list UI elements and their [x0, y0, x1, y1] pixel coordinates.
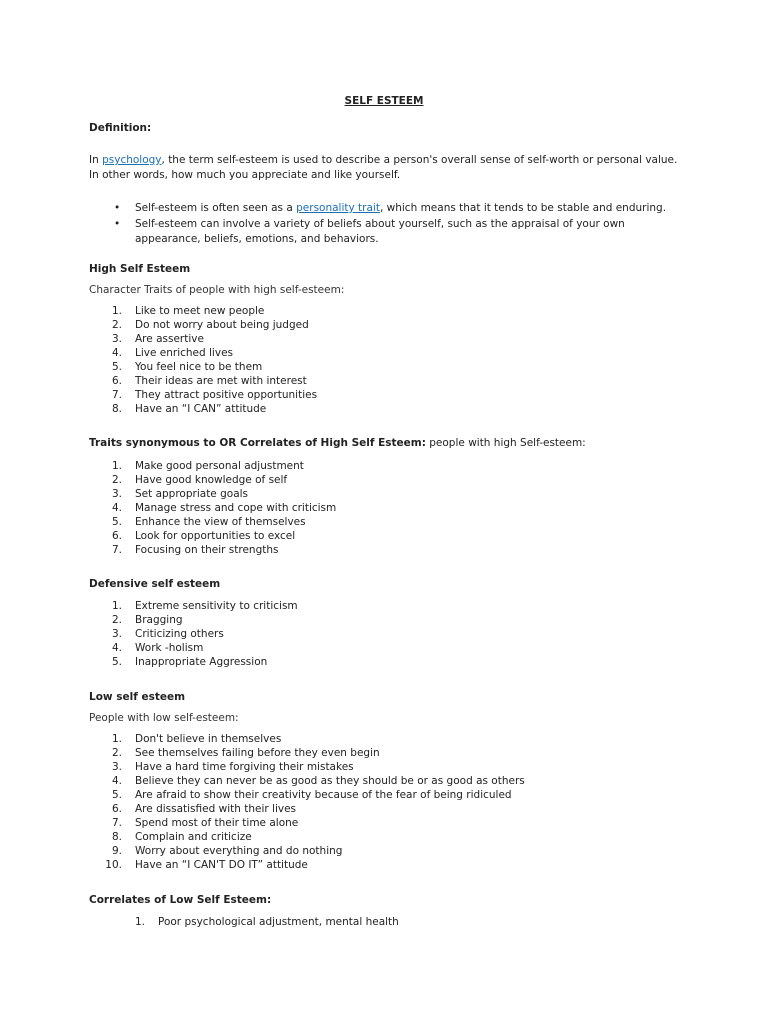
list-item-text: Focusing on their strengths — [135, 544, 279, 556]
list-item-text: See themselves failing before they even begin — [135, 747, 380, 759]
list-item — [89, 746, 689, 760]
list-item — [89, 332, 689, 346]
list-item-text: Have an “I CAN” attitude — [135, 403, 267, 415]
list-item-text: Are afraid to show their creativity because of the fear of being ridiculed — [135, 789, 512, 801]
list-item — [89, 501, 689, 515]
list-item — [89, 402, 689, 416]
list-number: 5. — [111, 516, 122, 528]
list-item — [89, 346, 689, 360]
list-item — [89, 318, 689, 332]
list-item-text: Have an “I CAN'T DO IT” attitude — [135, 859, 308, 871]
correlates-high-heading-bold: Traits synonymous to OR Correlates of High Self Esteem: — [89, 437, 426, 449]
list-item — [89, 201, 669, 216]
list-item-text: Live enriched lives — [135, 347, 233, 359]
bullet-text: Self-esteem is often seen as a — [135, 202, 297, 214]
list-item — [89, 760, 689, 774]
high-list — [89, 304, 689, 416]
list-item-text: Are assertive — [135, 333, 204, 345]
list-number: 3. — [111, 761, 122, 773]
list-item — [89, 732, 689, 746]
list-number: 7. — [111, 389, 122, 401]
list-item — [89, 844, 689, 858]
defensive-list — [89, 599, 689, 669]
high-heading: High Self Esteem — [89, 263, 191, 275]
list-item-text: Enhance the view of themselves — [135, 516, 306, 528]
low-heading: Low self esteem — [89, 691, 186, 703]
definition-bullets — [89, 201, 669, 248]
list-item — [89, 816, 689, 830]
list-number: 8. — [111, 831, 122, 843]
document-title: SELF ESTEEM — [344, 95, 424, 107]
list-item-text: Have a hard time forgiving their mistakes — [135, 761, 354, 773]
list-number: 8. — [111, 403, 122, 415]
list-number: 1. — [111, 600, 122, 612]
list-item — [89, 774, 689, 788]
list-number: 4. — [111, 347, 122, 359]
bullet-icon: • — [114, 218, 121, 230]
list-number: 4. — [111, 775, 122, 787]
correlates-low-list — [112, 915, 712, 929]
list-item — [112, 915, 712, 929]
list-number: 6. — [111, 375, 122, 387]
list-number: 2. — [111, 319, 122, 331]
list-number: 6. — [111, 530, 122, 542]
correlates-low-heading: Correlates of Low Self Esteem: — [89, 894, 272, 906]
list-number: 5. — [111, 361, 122, 373]
list-item — [89, 515, 689, 529]
personality-trait-link[interactable]: personality trait — [296, 202, 380, 214]
list-number: 5. — [111, 789, 122, 801]
list-item — [89, 802, 689, 816]
list-item-text: Worry about everything and do nothing — [135, 845, 343, 857]
correlates-high-heading — [89, 437, 586, 449]
list-number: 4. — [111, 642, 122, 654]
list-item — [89, 641, 689, 655]
list-item-text: Work -holism — [135, 642, 204, 654]
list-item-text: Believe they can never be as good as they should be or as good as others — [135, 775, 525, 787]
list-item — [89, 473, 689, 487]
list-item — [89, 217, 669, 247]
list-number: 9. — [111, 845, 122, 857]
list-item — [89, 599, 689, 613]
list-number: 2. — [111, 614, 122, 626]
list-item-text: Spend most of their time alone — [135, 817, 299, 829]
list-item — [89, 374, 689, 388]
list-item-text: You feel nice to be them — [135, 361, 263, 373]
list-item-text: Their ideas are met with interest — [135, 375, 307, 387]
list-item-text: Don't believe in themselves — [135, 733, 282, 745]
list-item-text: Have good knowledge of self — [135, 474, 288, 486]
list-item-text: Like to meet new people — [135, 305, 265, 317]
list-number: 2. — [111, 474, 122, 486]
list-number: 3. — [111, 488, 122, 500]
list-item-text: Make good personal adjustment — [135, 460, 304, 472]
list-number: 1. — [134, 916, 145, 928]
list-item-text: They attract positive opportunities — [135, 389, 318, 401]
list-item-text: Set appropriate goals — [135, 488, 249, 500]
list-item — [89, 459, 689, 473]
high-intro: Character Traits of people with high self-esteem: — [89, 284, 345, 296]
list-number: 2. — [111, 747, 122, 759]
list-number: 3. — [111, 333, 122, 345]
list-item-text: Criticizing others — [135, 628, 224, 640]
list-item — [89, 360, 689, 374]
bullet-icon: • — [114, 202, 121, 214]
list-item-text: Inappropriate Aggression — [135, 656, 268, 668]
list-number: 1. — [111, 305, 122, 317]
list-item-text: Complain and criticize — [135, 831, 252, 843]
list-number: 3. — [111, 628, 122, 640]
list-item — [89, 830, 689, 844]
bullet-text-suffix: , which means that it tends to be stable and enduring. — [379, 202, 667, 214]
list-item — [89, 655, 689, 669]
list-number: 1. — [111, 733, 122, 745]
list-item-text: Extreme sensitivity to criticism — [135, 600, 298, 612]
definition-paragraph — [89, 153, 679, 183]
correlates-high-list — [89, 459, 689, 557]
list-number: 1. — [111, 460, 122, 472]
low-list — [89, 732, 689, 872]
list-item — [89, 487, 689, 501]
list-item — [89, 788, 689, 802]
list-item — [89, 627, 689, 641]
list-number: 4. — [111, 502, 122, 514]
definition-heading: Definition: — [89, 122, 152, 134]
list-item-text: Bragging — [135, 614, 183, 626]
list-number: 5. — [111, 656, 122, 668]
list-number: 6. — [111, 803, 122, 815]
list-item — [89, 304, 689, 318]
psychology-link[interactable]: psychology — [102, 154, 162, 166]
correlates-high-heading-suffix: people with high Self-esteem: — [425, 437, 586, 449]
bullet-text: Self-esteem can involve a variety of beliefs about yourself, such as the appraisal of your own appearance, beliefs, emotions, and behaviors. — [135, 218, 625, 245]
list-item — [89, 543, 689, 557]
list-item — [89, 613, 689, 627]
defensive-heading: Defensive self esteem — [89, 578, 221, 590]
low-intro: People with low self-esteem: — [89, 712, 239, 724]
list-number: 7. — [111, 817, 122, 829]
list-item-text: Do not worry about being judged — [135, 319, 309, 331]
list-number: 7. — [111, 544, 122, 556]
list-item-text: Are dissatisfied with their lives — [135, 803, 297, 815]
definition-text-prefix: In — [89, 154, 103, 166]
list-item-text: Manage stress and cope with criticism — [135, 502, 337, 514]
list-item — [89, 529, 689, 543]
list-item — [89, 388, 689, 402]
list-item-text: Poor psychological adjustment, mental health — [158, 916, 399, 928]
list-item — [89, 858, 689, 872]
list-number: 10. — [105, 859, 122, 871]
definition-text-suffix: , the term self-esteem is used to describe a person's overall sense of self-worth or personal value. In other words, how much you appreciate and like yourself. — [89, 154, 678, 181]
list-item-text: Look for opportunities to excel — [135, 530, 296, 542]
